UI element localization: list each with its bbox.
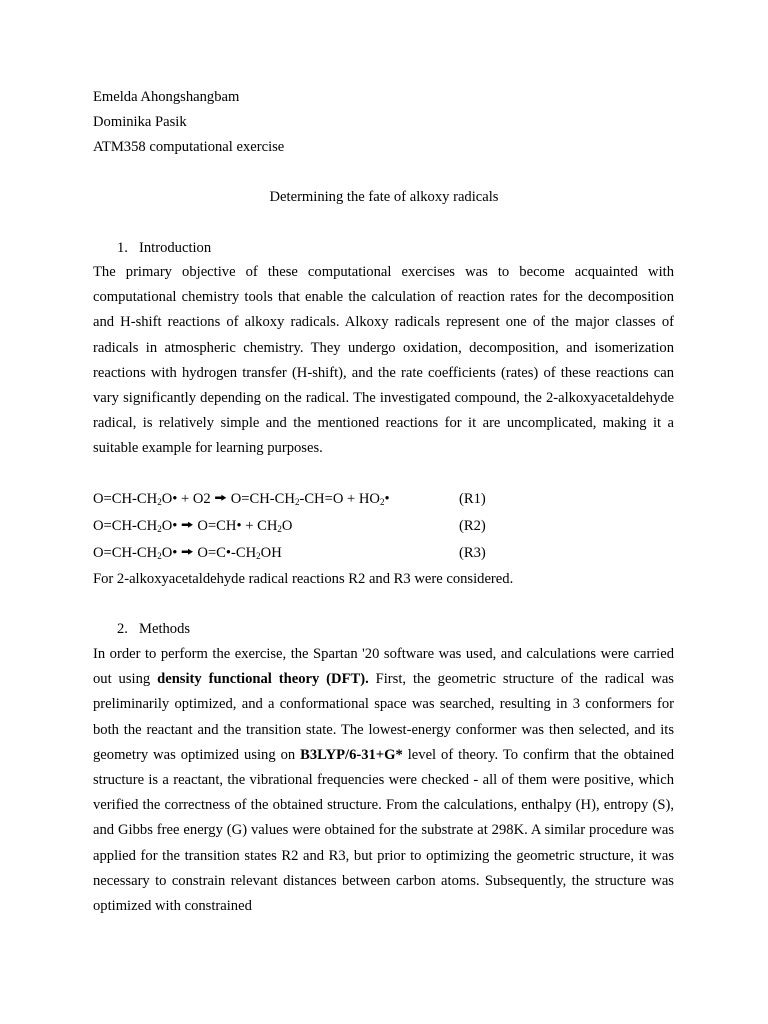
reaction-equation-r3: $O=CH-CH_2O•$ 🠚 $O=C•-CH_2OH$ xyxy=(93,545,282,561)
author-name: Dominika Pasik xyxy=(93,114,187,130)
section-number: 1. xyxy=(117,240,128,256)
reactions-note: For 2-alkoxyacetaldehyde radical reactions R2 and R3 were considered. xyxy=(93,571,514,587)
course-name: ATM358 computational exercise xyxy=(93,139,285,155)
methods-text: In order to perform the exercise, the Spartan '20 software was used, and calculations were carried out using xyxy=(93,646,674,688)
methods-bold-text: density functional theory (DFT). xyxy=(157,671,369,688)
section-title: Methods xyxy=(139,621,191,637)
methods-text: level of theory. To confirm that the obtained structure is a reactant, the vibrational frequencies were checked - all of them were positive, which verified the correctness of the obtained structure. From the calculations, enthalpy (H), entropy (S), and Gibbs free energy (G) values were obtained for the substrate at 298K. A similar procedure was applied for the transition states R2 and R3, but prior to optimizing the geometric structure, it was necessary to constrain relevant distances between carbon atoms. Subsequently, the structure was optimized with constrained xyxy=(93,746,674,915)
reaction-equation-r1: $O=CH-CH_2O• + O2$ 🠚 $O=CH-CH_2-CH=O$ + $HO_2•$ xyxy=(93,491,390,507)
section-title: Introduction xyxy=(139,240,212,256)
methods-text: First, the geometric structure of the radical was preliminarily optimized, and a conformational space was searched, resulting in 3 conformers for both the reactant and the transition state. The lowest-energy conformer was then selected, and its geometry was optimized using on xyxy=(93,671,674,763)
reaction-label: (R1) xyxy=(459,491,486,507)
reaction-equation-r2: $O=CH-CH_2O•$ 🠚 O=CH• + $CH_2O$ xyxy=(93,518,293,534)
methods-paragraph xyxy=(93,642,674,919)
document-title: Determining the fate of alkoxy radicals xyxy=(269,189,499,205)
author-name: Emelda Ahongshangbam xyxy=(93,89,240,105)
introduction-paragraph: The primary objective of these computational exercises was to become acquainted with computational chemistry tools that enable the calculation of reaction rates for the decomposition and H-shift reactions of alkoxy radicals. Alkoxy radicals represent one of the major classes of radicals in atmospheric chemistry. They undergo oxidation, decomposition, and isomerization reactions with hydrogen transfer (H-shift), and the rate coefficients (rates) of these reactions can vary significantly depending on the radical. The investigated compound, the 2-alkoxyacetaldehyde radical, is relatively simple and the mentioned reactions for it are uncomplicated, making it a suitable example for learning purposes. xyxy=(93,264,674,457)
section-heading-methods xyxy=(117,619,190,639)
reaction-label: (R3) xyxy=(459,545,486,561)
section-number: 2. xyxy=(117,621,128,637)
section-heading-introduction xyxy=(117,238,211,258)
reaction-label: (R2) xyxy=(459,518,486,534)
methods-bold-text: B3LYP/6-31+G* xyxy=(300,746,403,763)
